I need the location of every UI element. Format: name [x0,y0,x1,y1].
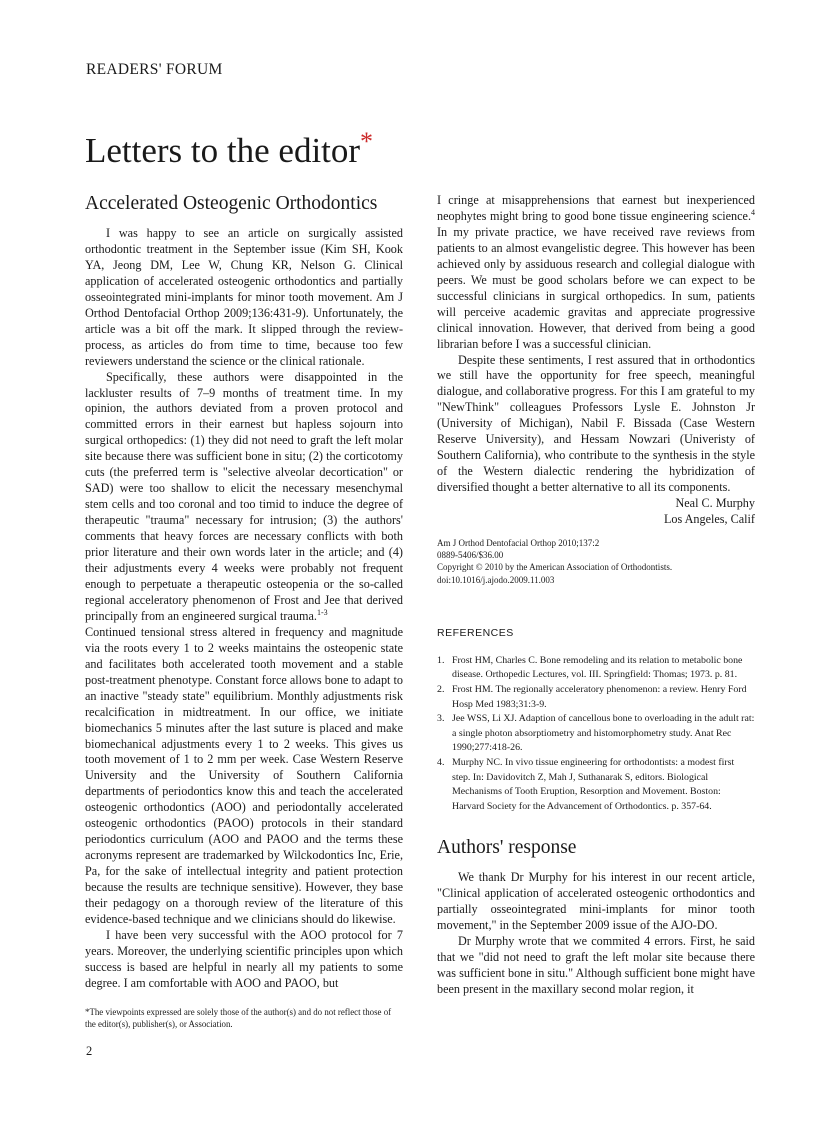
reference-item [437,756,755,814]
response-paragraph: Dr Murphy wrote that we commited 4 errors. First, he said that we "did not need to graft the left molar site because there was sufficient bone in situ." Although sufficient bone might have been present in the maxillary second molar region, it [437,934,755,996]
right-column [437,193,755,998]
reference-item [437,712,755,756]
reference-text: Jee WSS, Li XJ. Adaption of cancellous bone to overloading in the adult rat: a single photon absorptiometry and histomorphometry study. Anat Rec 1990;277:418-26. [452,713,755,754]
footnote: *The viewpoints expressed are solely those of the author(s) and do not reflect those of the editor(s), publisher(s), or Association. [85,1007,392,1030]
copyright: Copyright © 2010 by the American Association of Orthodontists. [437,562,673,573]
reference-number: 4. [437,756,445,768]
doi: doi:10.1016/j.ajodo.2009.11.003 [437,574,555,585]
response-heading: Authors' response [437,837,577,859]
reference-text: Frost HM, Charles C. Bone remodeling and its relation to metabolic bone disease. Orthopedic Lectures, vol. III. Springfield: Thomas; 1973. p. 81. [452,654,743,681]
citation-superscript: 4 [751,207,755,217]
issn: 0889-5406/$36.00 [437,550,504,561]
references-list [437,654,755,815]
letter-paragraph: Continued tensional stress altered in frequency and magnitude via the roots every 1 to 2 weeks maintains the osteopenic state and facilitates both accelerated tooth movement and a stable post-treatment phenotype. Constant force allows bone to adapt to an inactive "steady state" equilibrium. Monthly adjustments risk recalcification in midtreatment. In our office, we initiate biomechanics 5 minutes after the last suture is placed and make biomechanical adjustments every 1 to 2 weeks. This gives us tooth movement of 1 to 2 mm per week. Case Western Reserve University and the University of Southern California departments of periodontics know this and teach the accelerated osteogenic orthodontics (AOO) and periodontally accelerated osteogenic orthodontics (PAOO) protocols in their standard periodontics curriculum (AOO and PAOO and the terms these acronyms represent are trademarked by Wilckodontics Inc, Erie, Pa, for the sake of intellectual integrity and patient protection because the results are technique sensitive). However, they base their pedagogy on a thorough review of the literature of this evidence-based technique and we clinicians should do likewise. [85,624,403,926]
letter-paragraph-text: Specifically, these authors were disappointed in the lackluster results of 7–9 months of treatment time. In my opinion, the authors deviated from a proven protocol and committed errors in their earnest but hapless sojourn into surgical orthopedics: (1) they did not need to graft the left molar site because there was sufficient bone in situ; (2) the corticotomy cuts (the preferred term is "selective alveolar decortication" or SAD) were too shallow to elicit the necessary mesenchymal stem cells and too coronal and too timid to induce the degree of therapeutic "trauma" necessary for intrusion; (3) the authors' comments that heavy forces are necessary conflicts with both prior literature and their own words later in the article; and (4) their adjustments every 4 weeks were probably not frequent enough to perpetuate a therapeutic osteopenia or the so-called regional acceleratory phenomenon of Frost and Jee that derived principally from an engineered surgical trauma. [85,369,403,623]
author-name: Neal C. Murphy [675,496,755,511]
reference-text: Frost HM. The regionally acceleratory phenomenon: a review. Henry Ford Hosp Med 1983;31:3-9. [452,683,747,710]
section-label: READERS' FORUM [86,61,223,78]
page-number: 2 [86,1044,93,1058]
letter-paragraph [85,370,403,625]
letter-paragraph: I have been very successful with the AOO protocol for 7 years. Moreover, the underlying scientific principles upon which success is based are helpful in nearly all my patients to some degree. I am comfortable with AOO and PAOO, but [85,927,403,990]
reference-text: Murphy NC. In vivo tissue engineering for orthodontists: a modest first step. In: Davidovitch Z, Mah J, Suthanarak S, editors. Biological Mechanisms of Tooth Eruption, Resorption and Movement. Boston: Harvard Society for the Advancement of Orthodontics. p. 357-64. [452,756,735,812]
citation-block [437,537,755,586]
letter-paragraph: Despite these sentiments, I rest assured that in orthodontics we still have the opportunity for free speech, meaningful dialogue, and collaborative progress. For this I am grateful to my "NewThink" colleagues Professors Lysle E. Johnston Jr (University of Michigan), Nabil F. Bissada (Case Western Reserve University), and Hessam Nowzari (Univeristy of Southern California), who contribute to the synthesis in the style of the Western dialectic rendering the hybridization of diversified thought a better alternative to all its components. [437,352,755,495]
page-title [85,120,373,173]
reference-item [437,654,755,683]
reference-item [437,683,755,712]
references-heading: REFERENCES [437,626,514,639]
letter-paragraph [437,193,755,353]
page-title-text: Letters to the editor [85,131,361,170]
reference-number: 2. [437,683,445,695]
response-paragraph: We thank Dr Murphy for his interest in our recent article, "Clinical application of accelerated osteogenic orthodontics and partially osseointegrated mini-implants for minor tooth movement," in the September 2009 issue of the AJO-DO. [437,870,755,933]
reference-number: 3. [437,713,445,725]
journal-citation: Am J Orthod Dentofacial Orthop 2010;137:2 [437,538,600,549]
author-location: Los Angeles, Calif [663,512,755,527]
title-footnote-marker: * [360,127,374,156]
reference-number: 1. [437,654,445,666]
letter-heading: Accelerated Osteogenic Orthodontics [85,193,378,214]
letter-paragraph-text: I cringe at misapprehensions that earnest but inexperienced neophytes might bring to good bone tissue engineering science. [437,193,755,223]
citation-superscript: 1-3 [316,607,328,617]
left-column [85,190,403,992]
letter-paragraph-text: In my private practice, we have received rave reviews from patients to an almost evangelistic degree. This however has been achieved only by assiduous research and collegial dialogue with peers. We must be good scholars before we can expect to be successful clinicians in surgical orthopedics. In sum, patients will perceive academic gravitas and appreciate progressive clinical innovation. However, that derived from being a good librarian before I was a successful clinician. [437,224,755,351]
letter-paragraph: I was happy to see an article on surgically assisted orthodontic treatment in the September issue (Kim SH, Kook YA, Jeong DM, Lee W, Chung KR, Nelson G. Clinical application of accelerated osteogenic orthodontics and partially osseointegrated mini-implants for minor tooth movement. Am J Orthod Dentofacial Orthop 2009;136:431-9). Unfortunately, the article was a bit off the mark. It slipped through the review-process, as articles do from time to time, because too few reviewers understand the science or the clinical rationale. [85,226,403,368]
